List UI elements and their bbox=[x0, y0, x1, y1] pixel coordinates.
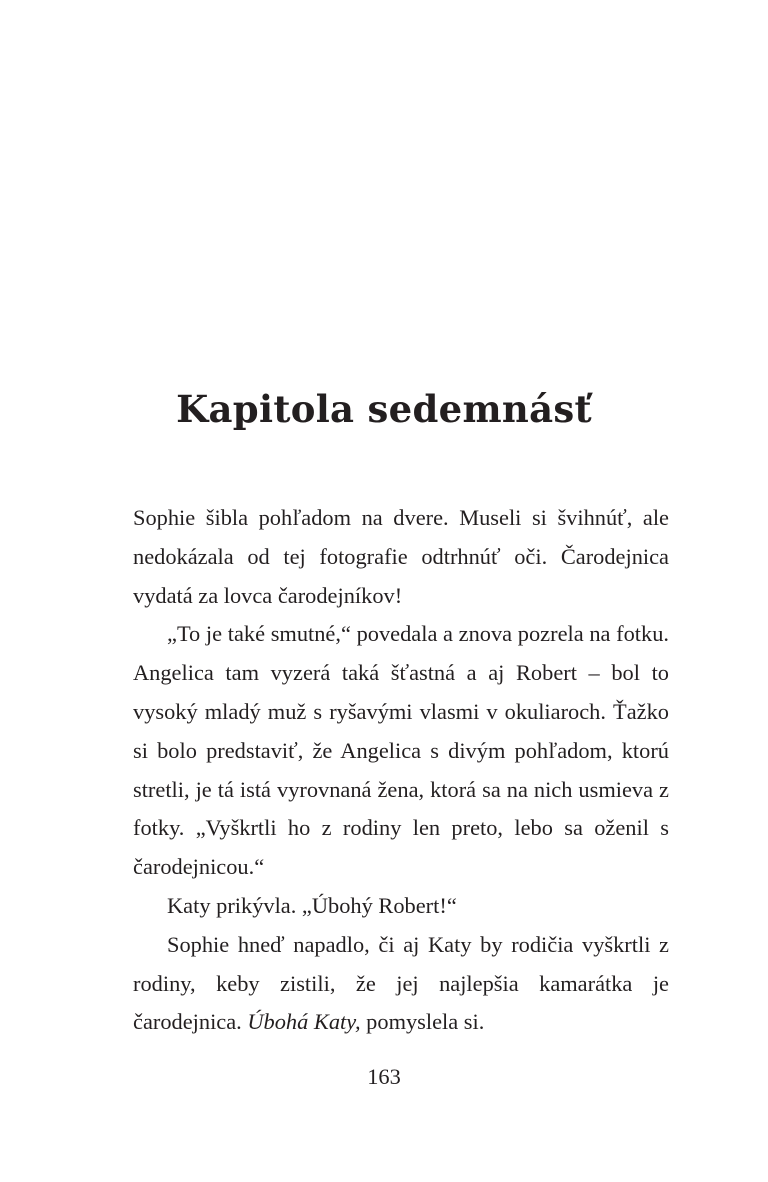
paragraph bbox=[133, 926, 669, 1042]
paragraph: „To je také smutné,“ povedala a znova pozrela na fotku. Angelica tam vyzerá taká šťastná a aj Robert – bol to vysoký mladý muž s ryšavými vlasmi v okuliaroch. Ťažko si bolo predstaviť, že Angelica s divým pohľadom, ktorú stretli, je tá istá vyrovnaná žena, ktorá sa na nich usmieva z fotky. „Vyškrtli ho z rodiny len preto, lebo sa oženil s čarodejnicou.“ bbox=[133, 621, 669, 880]
page-number: 163 bbox=[367, 1064, 401, 1089]
paragraph-text: Sophie hneď napadlo, či aj Katy by rodičia vyškrtli z rodiny, keby zistili, že jej najlepšia kamarátka je čarodejnica. bbox=[133, 931, 669, 1035]
paragraph: Sophie šibla pohľadom na dvere. Museli si švihnúť, ale nedokázala od tej fotografie odtrhnúť oči. Čarodejnica vydatá za lovca čarodejníkov! bbox=[133, 505, 669, 608]
body-text bbox=[133, 499, 669, 1042]
italic-thought: Úbohá Katy, bbox=[247, 1009, 361, 1035]
paragraph: Katy prikývla. „Úbohý Robert!“ bbox=[167, 892, 457, 918]
paragraph-text: pomyslela si. bbox=[360, 1009, 485, 1035]
chapter-title: Kapitola sedemnásť bbox=[176, 387, 592, 431]
